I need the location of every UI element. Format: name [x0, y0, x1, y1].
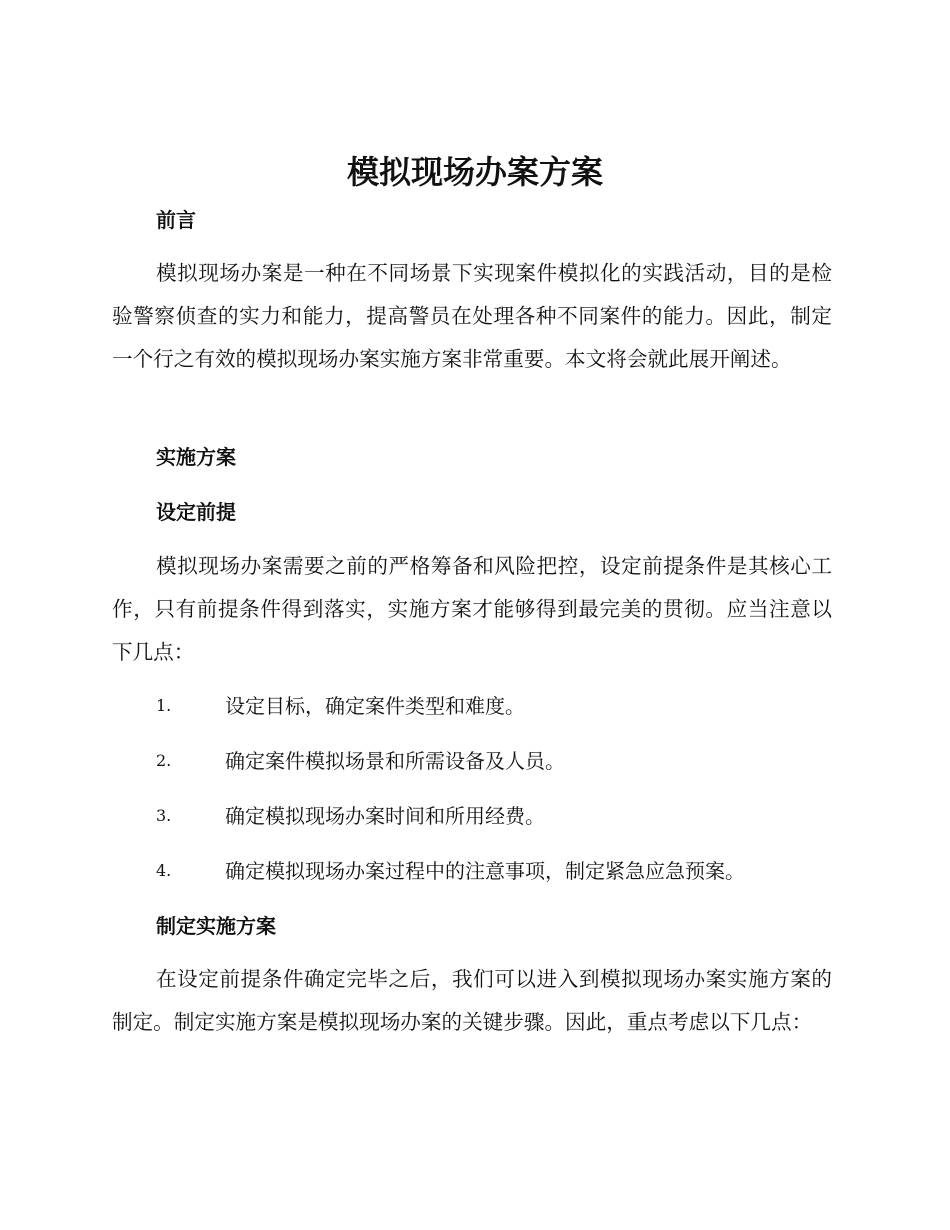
list-item-number: 4.	[156, 861, 172, 880]
list-item	[156, 802, 836, 830]
paragraph-premise: 模拟现场办案需要之前的严格筹备和风险把控，设定前提条件是其核心工作，只有前提条件得到落实，实施方案才能够得到最完美的贯彻。应当注意以下几点：	[112, 554, 832, 664]
heading-premise: 设定前提	[156, 500, 236, 524]
list-item	[156, 857, 836, 885]
heading-preface: 前言	[156, 208, 196, 232]
list-item-text: 设定目标，确定案件类型和难度。	[225, 694, 525, 718]
list-item-text: 确定模拟现场办案过程中的注意事项，制定紧急应急预案。	[225, 859, 745, 883]
list-item	[156, 747, 836, 775]
list-item-number: 2.	[156, 751, 172, 770]
list-item	[156, 692, 836, 720]
document-title: 模拟现场办案方案	[346, 153, 603, 191]
paragraph-preface: 模拟现场办案是一种在不同场景下实现案件模拟化的实践活动，目的是检验警察侦查的实力和能力，提高警员在处理各种不同案件的能力。因此，制定一个行之有效的模拟现场办案实施方案非常重要。本文将会就此展开阐述。	[112, 261, 832, 371]
paragraph-plan: 在设定前提条件确定完毕之后，我们可以进入到模拟现场办案实施方案的制定。制定实施方案是模拟现场办案的关键步骤。因此，重点考虑以下几点：	[112, 967, 832, 1034]
list-item-text: 确定模拟现场办案时间和所用经费。	[225, 804, 545, 828]
list-item-text: 确定案件模拟场景和所需设备及人员。	[225, 749, 565, 773]
list-item-number: 3.	[156, 806, 172, 825]
heading-plan: 制定实施方案	[156, 914, 276, 938]
heading-implementation: 实施方案	[156, 445, 236, 469]
list-item-number: 1.	[156, 696, 172, 715]
